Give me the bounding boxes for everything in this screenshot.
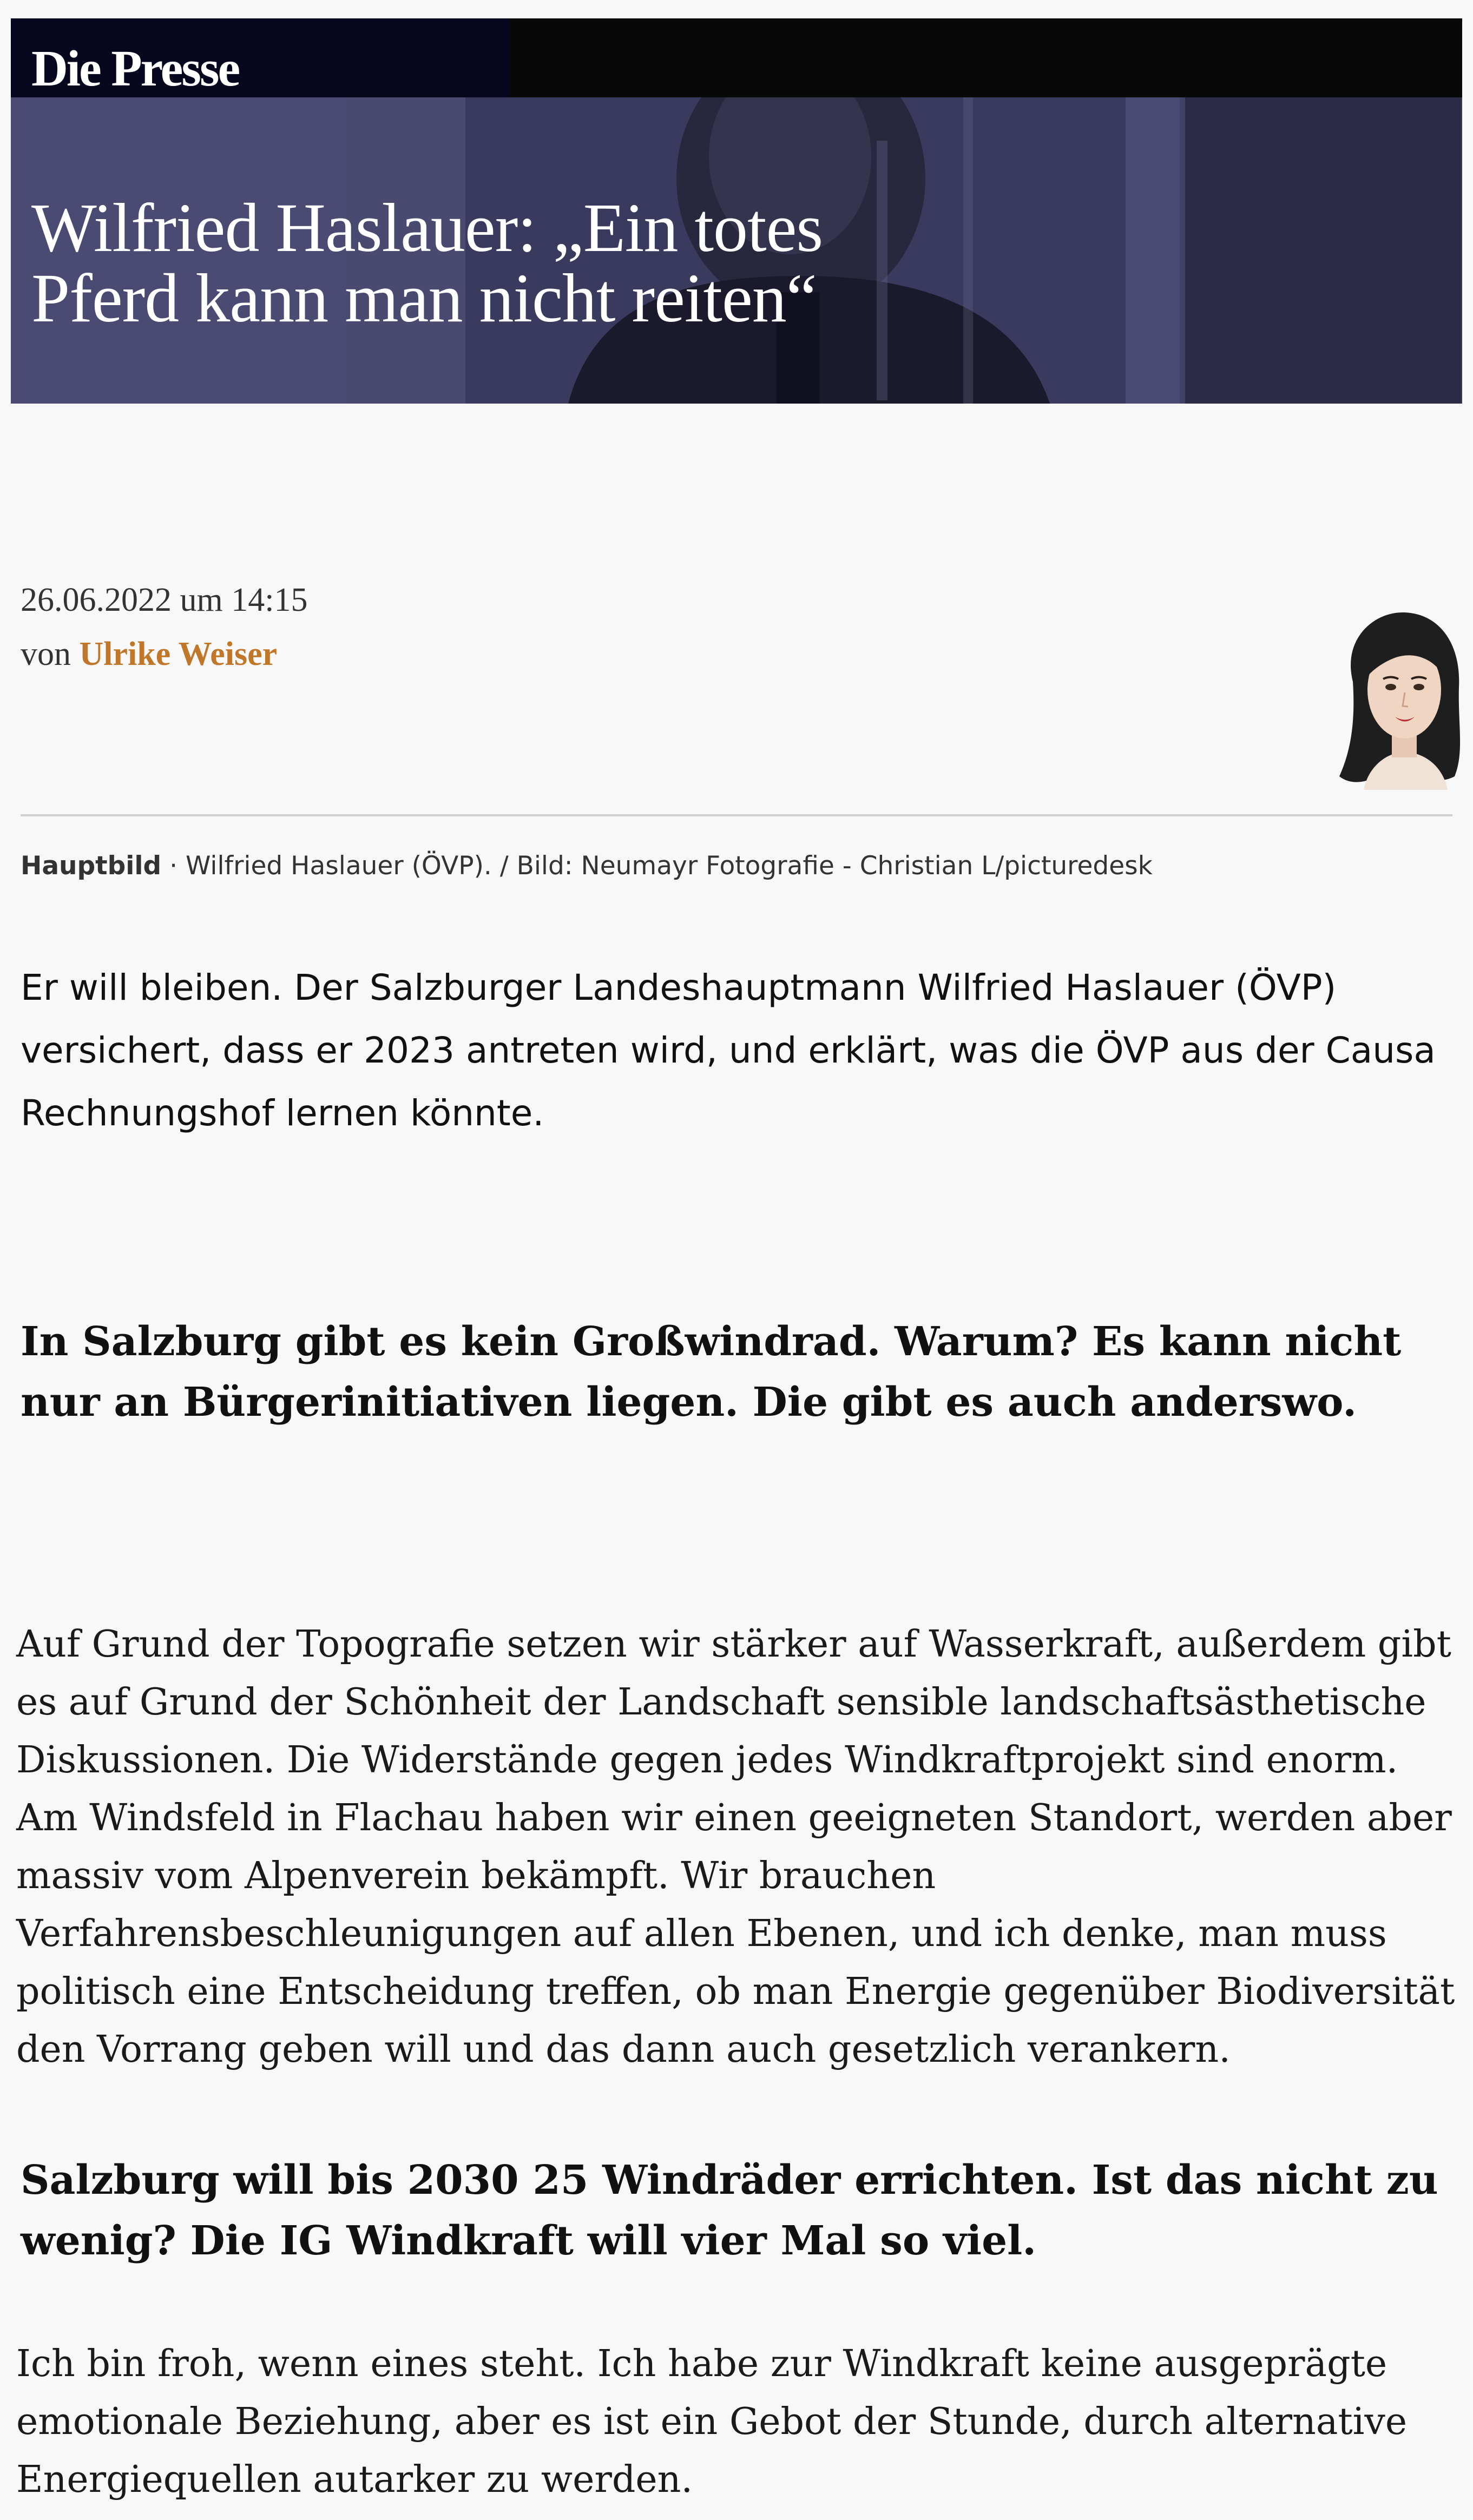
hero-banner [11, 18, 1462, 404]
article-headline: Wilfried Haslauer: „Ein totes Pferd kann man nicht reiten“ [31, 189, 823, 337]
caption-separator: · [161, 851, 186, 881]
publish-date: 26.06.2022 um 14:15 [21, 582, 308, 618]
author-portrait-icon [1331, 606, 1467, 790]
author-avatar[interactable] [1331, 606, 1467, 790]
site-logo[interactable]: Die Presse [31, 41, 239, 97]
interview-answer-2: Ich bin froh, wenn eines steht. Ich habe zur Windkraft keine ausgeprägte emotionale Beziehung, aber es ist ein Gebot der Stunde, durch alternative Energiequellen autarker zu werden. [16, 2343, 1408, 2501]
interview-question-2: Salzburg will bis 2030 25 Windräder errichten. Ist das nicht zu wenig? Die IG Windkraft will vier Mal so viel. [21, 2157, 1438, 2264]
meta-divider [21, 814, 1452, 816]
author-prefix: von [21, 636, 71, 672]
interview-question-1: In Salzburg gibt es kein Großwindrad. Warum? Es kann nicht nur an Bürgerinitiativen liegen. Die gibt es auch anderswo. [21, 1318, 1402, 1426]
author-line [21, 637, 277, 671]
interview-answer-1: Auf Grund der Topografie setzen wir stärker auf Wasserkraft, außerdem gibt es auf Grund der Schönheit der Landschaft sensible landschaftsästhetische Diskussionen. Die Widerstände gegen jedes Windkraftprojekt sind enorm. Am Windsfeld in Flachau haben wir einen geeigneten Standort, werden aber massiv vom Alpenverein bekämpft. Wir brauchen Verfahrensbeschleunigungen auf allen Ebenen, und ich denke, man muss politisch eine Entscheidung treffen, ob man Energie gegenüber Biodiversität den Vorrang geben will und das dann auch gesetzlich verankern. [16, 1623, 1455, 2071]
logo-box[interactable] [11, 18, 510, 97]
article-lead: Er will bleiben. Der Salzburger Landeshauptmann Wilfried Haslauer (ÖVP) versichert, dass er 2023 antreten wird, und erklärt, was die ÖVP aus der Causa Rechnungshof lernen könnte. [21, 967, 1436, 1134]
caption-label: Hauptbild [21, 851, 162, 881]
author-name-link[interactable]: Ulrike Weiser [79, 636, 278, 672]
image-caption [21, 851, 1153, 881]
caption-text: Wilfried Haslauer (ÖVP). / Bild: Neumayr Fotografie - Christian L/picturedesk [185, 851, 1153, 881]
